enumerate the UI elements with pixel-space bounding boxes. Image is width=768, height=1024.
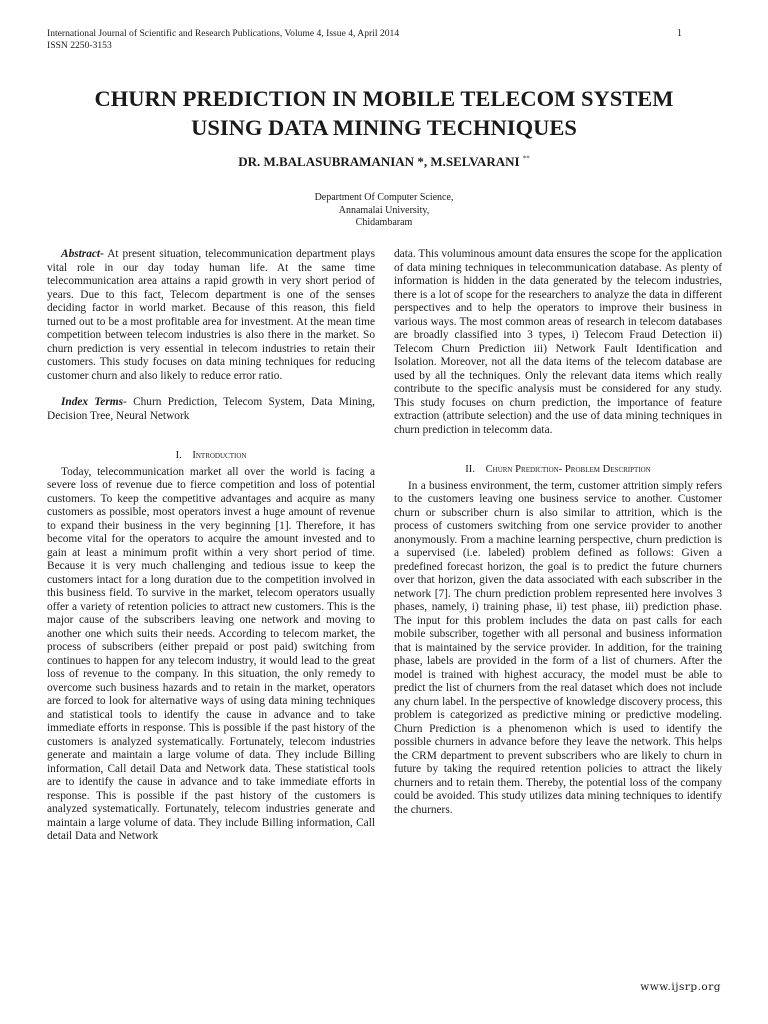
author-list xyxy=(0,154,768,170)
left-column xyxy=(47,248,375,844)
title-line-1: CHURN PREDICTION IN MOBILE TELECOM SYSTEM xyxy=(94,86,674,111)
page-number: 1 xyxy=(677,28,682,39)
author-names: DR. M.BALASUBRAMANIAN *, M.SELVARANI xyxy=(238,154,520,169)
affiliation-line-1: Department Of Computer Science, xyxy=(314,192,454,203)
section-1-body: Today, telecommunication market all over the world is facing a severe loss of revenue due to fierce competition and loss of potential customers. To keep the competitive advantages and acquire as many customers as possible, most operators invest a huge amount of revenue to expand their business in the very beginning [1]. Therefore, it has become vital for the operators to acquire the amount invested and to gain at least a minimum profit within a very short period of time. Because it is very much challenging and tedious issue to keep the customers intact for a long duration due to the competition involved in this business field. To survive in the market, telecom operators usually offer a variety of retention policies to attract new customers. This is the major cause of the subscribers leaving one network and moving to another one which suits their needs. According to telecom market, the process of subscribers (either prepaid or post paid) switching from continues to happen for any telecom industry, it would lead to the great loss of revenue to the company. In this situation, the only remedy to overcome such business hazards and to retain in the market, operators are forced to look for alternative ways of using data mining techniques and statistical tools to identify the cause in advance and to take immediate efforts in response. This is possible if the past history of the customers is analyzed systematically. Fortunately, telecom industries generate and maintain a large volume of data. They include Billing information, Call detail Data and Network data. These statistical tools are to identify the cause in advance and to take immediate efforts in response. This is possible if the past history of the customers is analyzed systematically. Fortunately, telecom industries generate and maintain a large volume of data. They include Billing information, Call detail Data and Network xyxy=(47,465,375,842)
index-terms-label: Index Terms xyxy=(61,396,123,408)
section-1-number: I. xyxy=(175,450,182,461)
section-2-body: In a business environment, the term, customer attrition simply refers to the customers leaving one business service to another. Customer churn or subscriber churn is also similar to attrition, which is the process of customers switching from one service provider to another anonymously. From a machine learning perspective, churn prediction is a supervised (i.e. labeled) problem defined as follows: Given a predefined forecast horizon, the goal is to predict the future churners over that horizon, given the data associated with each subscriber in the network [7]. The churn prediction problem represented here involves 3 phases, namely, i) training phase, ii) test phase, iii) prediction phase. The input for this problem includes the data on past calls for each mobile subscriber, together with all personal and business information that is maintained by the service provider. In addition, for the training phase, labels are provided in the form of a list of churners. After the model is trained with highest accuracy, the model must be able to predict the list of churners from the real dataset which does not include any churn label. In the perspective of knowledge discovery process, this problem is categorized as predictive mining or predictive modeling. Churn Prediction is a phenomenon which is used to identify the possible churners in advance before they leave the network. This helps the CRM department to prevent subscribers who are likely to churn in future by taking the required retention policies to attract the likely churners and to retain them. Thereby, the potential loss of the company could be avoided. This study utilizes data mining techniques to identify the churners. xyxy=(394,479,722,816)
section-2-number: II. xyxy=(465,464,475,475)
section-2-heading xyxy=(394,463,722,477)
section-2-title: Churn Prediction- Problem Description xyxy=(485,464,651,475)
right-column xyxy=(394,248,722,817)
index-terms-text: - Churn Prediction, Telecom System, Data Mining, Decision Tree, Neural Network xyxy=(47,396,375,422)
paper-title xyxy=(0,84,768,142)
right-intro-paragraph: data. This voluminous amount data ensures the scope for the application of data mining techniques in telecommunication database. As plenty of information is hidden in the data generated by the telecom industries, there is a lot of scope for the researchers to analyze the data in different perspectives and to help the operators to improve their business in various ways. The most common areas of research in telecom databases are broadly classified into 3 types, i) Telecom Fraud Detection ii) Telecom Churn Prediction iii) Network Fault Identification and Isolation. Moreover, not all the data items of the telecom database are used by all the techniques. Only the relevant data items which really contribute to the specific analysis must be considered for any study. This study focuses on churn prediction, the importance of feature extraction (attribute selection) and the use of data mining techniques in churn prediction in telecomm data. xyxy=(394,248,722,436)
journal-citation: International Journal of Scientific and Research Publications, Volume 4, Issue 4, April 2014 xyxy=(47,28,400,39)
abstract-label: Abstract- xyxy=(61,248,104,260)
section-1-heading xyxy=(47,449,375,463)
section-1-title: Introduction xyxy=(192,450,247,461)
abstract-text: At present situation, telecommunication department plays vital role in our day today human life. At the same time telecommunication area attains a rapid growth in very short period of years. Due to this fact, Telecom department is one of the senses deciding factor in world market. Because of this reason, this field turned out to be a most profitable area for investment. At the mean time competition between telecom industries is also there in the market. So churn prediction is very essential in telecom industries to retain their customers. This study focuses on data mining techniques for reducing customer churn and also likely to reduce error ratio. xyxy=(47,248,375,382)
issn: ISSN 2250-3153 xyxy=(47,40,112,51)
author-marker: ** xyxy=(522,154,530,163)
abstract-paragraph xyxy=(47,248,375,383)
title-line-2: USING DATA MINING TECHNIQUES xyxy=(191,115,577,140)
index-terms-paragraph xyxy=(47,396,375,423)
affiliation xyxy=(0,192,768,230)
footer-url: www.ijsrp.org xyxy=(640,981,721,993)
running-header xyxy=(47,28,399,52)
affiliation-line-2: Annamalai University, xyxy=(338,204,430,216)
affiliation-line-3: Chidambaram xyxy=(355,217,413,228)
